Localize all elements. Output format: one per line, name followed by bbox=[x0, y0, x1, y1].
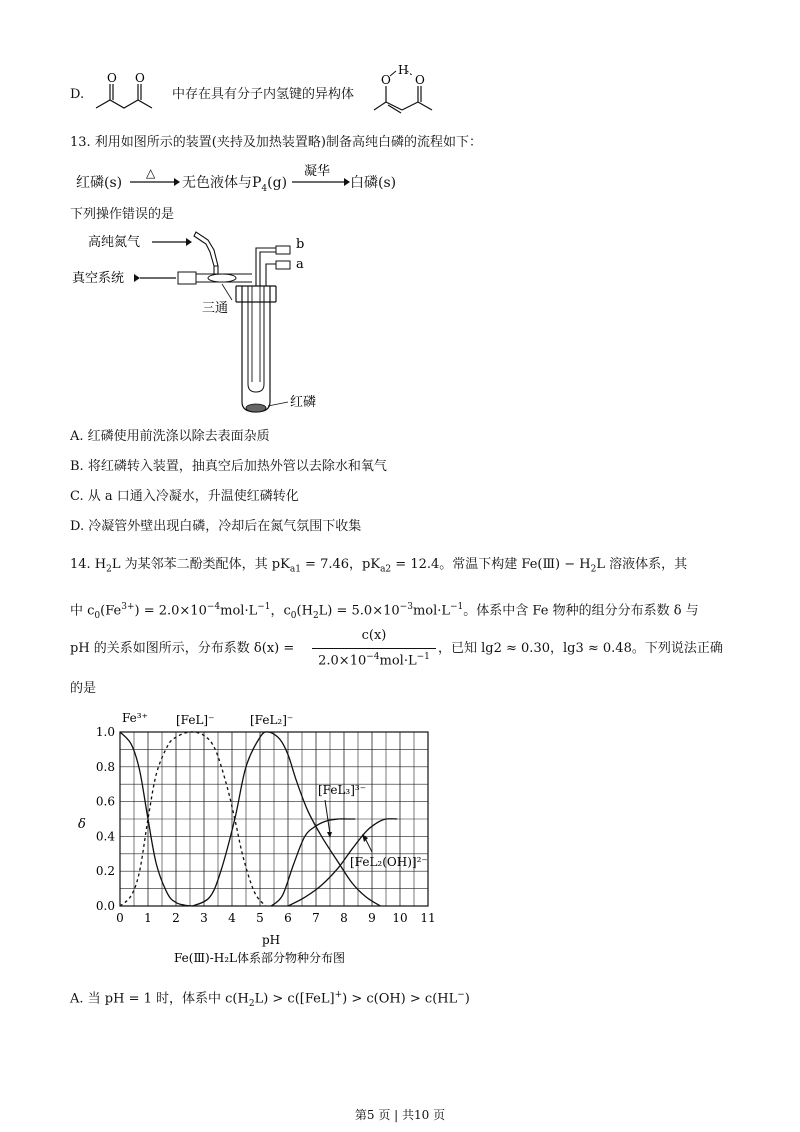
x-tick-label: 0 bbox=[116, 911, 124, 925]
y-tick-label: 0.2 bbox=[95, 864, 115, 879]
q13-stem: 13. 利用如图所示的装置(夹持及加热装置略)制备高纯白磷的流程如下： bbox=[70, 135, 482, 150]
q14-line1: 14. $H_2L$ 为某邻苯二酚类配体，其 $pK_{a1} = 7.46$，$pK_{a2} = 12.4$。常温下构建 Fe(Ⅲ) − $H_2L$ 溶液体系，其 bbox=[70, 557, 688, 575]
chart-title: Fe(Ⅲ)-H₂L体系部分物种分布图 bbox=[174, 951, 346, 965]
x-tick-label: 1 bbox=[144, 911, 152, 925]
flow-start: 红磷(s) bbox=[76, 175, 123, 191]
q13-option-b: B. 将红磷转入装置，抽真空后加热外管以去除水和氧气 bbox=[70, 459, 387, 474]
x-tick-label: 7 bbox=[312, 911, 320, 925]
y-axis-label: δ bbox=[78, 817, 86, 832]
q14-line3-right: ，已知 lg2 ≈ 0.30，lg3 ≈ 0.48。下列说法正确 bbox=[438, 641, 723, 656]
atom-h: H bbox=[398, 63, 409, 77]
flow-arrow-sublime bbox=[290, 160, 350, 190]
n2-label: 高纯氮气 bbox=[88, 235, 141, 250]
q14-line4: 的是 bbox=[70, 681, 97, 696]
valve-label: 三通 bbox=[202, 301, 229, 316]
x-tick-label: 9 bbox=[368, 911, 376, 925]
label-arrows bbox=[325, 800, 372, 852]
chart-grid bbox=[120, 732, 428, 906]
x-axis-label: pH bbox=[262, 933, 281, 947]
label-fel: [FeL]⁻ bbox=[176, 713, 215, 727]
flow-arrow-heat bbox=[128, 164, 180, 190]
q14-line2: 中 $c_0(Fe^{3+}) = 2.0\times 10^{-4}mol\cdot L^{-1}$，$c_0(H_2L) = 5.0\times 10^{-3}mol\cdot L^{-1}$。体系中含 Fe 物种的组分分布系数 δ 与 bbox=[70, 602, 699, 621]
q13-question: 下列操作错误的是 bbox=[70, 207, 175, 222]
acetylacetone-structure bbox=[92, 70, 172, 114]
x-tick-label: 2 bbox=[172, 911, 180, 925]
q14-line3-left: pH 的关系如图所示，分布系数 δ(x) = bbox=[70, 641, 295, 656]
y-tick-label: 1.0 bbox=[95, 725, 115, 739]
option-d-label: D. bbox=[70, 87, 85, 102]
flow-sublime-label: 凝华 bbox=[304, 164, 331, 179]
flow-heat-label: △ bbox=[146, 166, 156, 180]
atom-o: O bbox=[381, 73, 391, 87]
y-tick-label: 0.6 bbox=[95, 794, 115, 809]
q13-option-d: D. 冷凝管外壁出现白磷，冷却后在氮气氛围下收集 bbox=[70, 519, 362, 534]
x-tick-label: 5 bbox=[256, 911, 264, 925]
q14-option-a: A. 当 pH = 1 时，体系中 $c(H_2L) > c([FeL]^+) > c(OH) > c(HL^-)$ bbox=[70, 990, 470, 1009]
fraction-denominator: $2.0\times 10^{-4}mol\cdot L^{-1}$ bbox=[318, 652, 430, 669]
label-fel2: [FeL₂]⁻ bbox=[250, 713, 294, 727]
distribution-chart bbox=[70, 704, 450, 974]
y-tick-label: 0.0 bbox=[95, 899, 115, 913]
red-phosphorus-label: 红磷 bbox=[290, 395, 317, 410]
option-d-text: 中存在具有分子内氢键的异构体 bbox=[172, 87, 355, 102]
atom-o: O bbox=[107, 71, 117, 85]
x-tick-label: 6 bbox=[284, 911, 292, 925]
x-tick-label: 4 bbox=[228, 911, 236, 925]
label-fe3: Fe³⁺ bbox=[122, 711, 148, 725]
q13-option-c: C. 从 a 口通入冷凝水，升温使红磷转化 bbox=[70, 489, 299, 504]
label-fel2oh: [FeL₂(OH)]²⁻ bbox=[350, 855, 428, 869]
q13-option-a: A. 红磷使用前洗涤以除去表面杂质 bbox=[70, 429, 270, 444]
y-tick-label: 0.4 bbox=[95, 829, 115, 844]
y-tick-label: 0.8 bbox=[95, 759, 115, 774]
page-footer: 第5 页 | 共10 页 bbox=[354, 1108, 446, 1122]
x-tick-label: 11 bbox=[420, 911, 436, 925]
atom-o: O bbox=[415, 73, 425, 87]
chart-axes bbox=[96, 725, 436, 925]
enol-structure bbox=[366, 62, 446, 118]
fraction-bar bbox=[312, 648, 436, 649]
flow-end: 白磷(s) bbox=[350, 175, 397, 191]
x-tick-label: 8 bbox=[340, 911, 348, 925]
port-b-label: b bbox=[296, 237, 305, 252]
port-a-label: a bbox=[296, 257, 304, 272]
vacuum-label: 真空系统 bbox=[72, 271, 125, 286]
apparatus-diagram bbox=[70, 226, 370, 422]
x-tick-label: 10 bbox=[392, 911, 408, 925]
atom-o: O bbox=[135, 71, 145, 85]
flow-mid: 无色液体与$P_4(g)$ bbox=[182, 175, 288, 194]
fraction-numerator: c(x) bbox=[361, 628, 387, 643]
x-tick-label: 3 bbox=[200, 911, 208, 925]
label-fel3: [FeL₃]³⁻ bbox=[318, 783, 367, 797]
